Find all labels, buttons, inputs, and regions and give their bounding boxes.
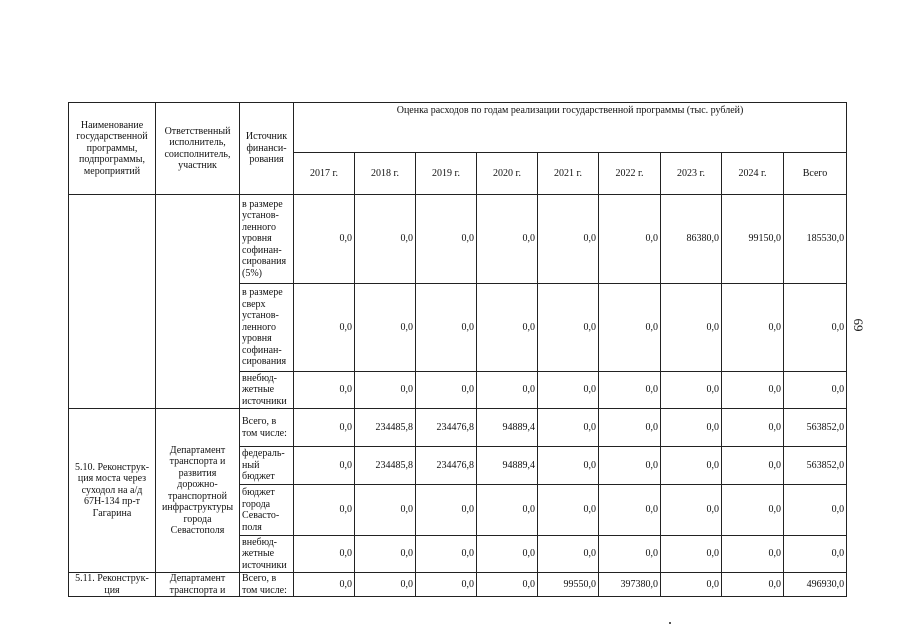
table-row xyxy=(69,409,847,447)
value-cell: 0,0 xyxy=(722,573,784,597)
header-year: 2021 г. xyxy=(538,153,599,195)
value-cell: 99550,0 xyxy=(538,573,599,597)
value-cell: 0,0 xyxy=(599,284,661,372)
value-cell: 0,0 xyxy=(416,195,477,284)
value-cell: 0,0 xyxy=(355,485,416,536)
value-cell: 0,0 xyxy=(355,195,416,284)
value-cell: 0,0 xyxy=(661,284,722,372)
header-group-title: Оценка расходов по годам реализации государственной программы (тыс. рублей) xyxy=(294,103,847,153)
value-cell: 0,0 xyxy=(722,536,784,573)
value-cell: 0,0 xyxy=(599,536,661,573)
value-cell: 0,0 xyxy=(294,536,355,573)
source-cell: Всего, в том числе: xyxy=(240,573,294,597)
value-cell: 0,0 xyxy=(722,409,784,447)
value-cell: 0,0 xyxy=(538,372,599,409)
value-cell: 0,0 xyxy=(784,485,847,536)
value-cell: 0,0 xyxy=(477,284,538,372)
value-cell: 99150,0 xyxy=(722,195,784,284)
value-cell: 0,0 xyxy=(538,485,599,536)
executor-5-10: Департамент транспорта и развития дорожно-транспортной инфраструктуры города Севастополя xyxy=(156,409,240,573)
value-cell: 0,0 xyxy=(722,485,784,536)
value-cell: 0,0 xyxy=(294,372,355,409)
value-cell: 86380,0 xyxy=(661,195,722,284)
value-cell: 0,0 xyxy=(355,536,416,573)
value-cell: 0,0 xyxy=(416,536,477,573)
value-cell: 0,0 xyxy=(294,573,355,597)
value-cell: 397380,0 xyxy=(599,573,661,597)
header-year: 2022 г. xyxy=(599,153,661,195)
value-cell: 0,0 xyxy=(355,573,416,597)
value-cell: 0,0 xyxy=(661,372,722,409)
table-row xyxy=(69,195,847,284)
value-cell: 0,0 xyxy=(599,372,661,409)
header-year: 2020 г. xyxy=(477,153,538,195)
source-cell: Всего, в том числе: xyxy=(240,409,294,447)
scan-dot xyxy=(669,622,671,624)
value-cell: 0,0 xyxy=(661,536,722,573)
value-cell: 0,0 xyxy=(599,409,661,447)
value-cell: 0,0 xyxy=(294,195,355,284)
header-name: Наименование государственной программы, подпрограммы, мероприятий xyxy=(69,103,156,195)
value-cell: 0,0 xyxy=(722,284,784,372)
value-cell: 0,0 xyxy=(661,485,722,536)
value-cell: 234485,8 xyxy=(355,447,416,485)
measure-name-5-10: 5.10. Реконструк-ция моста через суходол на а/д 67Н-134 пр-т Гагарина xyxy=(69,409,156,573)
value-cell: 0,0 xyxy=(416,485,477,536)
header-year: 2024 г. xyxy=(722,153,784,195)
executor-cell-empty xyxy=(156,195,240,409)
measure-name-5-11: 5.11. Реконструк-ция xyxy=(69,573,156,597)
value-cell: 0,0 xyxy=(355,284,416,372)
value-cell: 0,0 xyxy=(784,284,847,372)
value-cell: 496930,0 xyxy=(784,573,847,597)
value-cell: 0,0 xyxy=(294,284,355,372)
value-cell: 0,0 xyxy=(722,447,784,485)
value-cell: 0,0 xyxy=(294,409,355,447)
page-number: 69 xyxy=(851,318,866,332)
value-cell: 234476,8 xyxy=(416,447,477,485)
value-cell: 0,0 xyxy=(416,284,477,372)
value-cell: 0,0 xyxy=(538,284,599,372)
source-cell: внебюд-жетные источники xyxy=(240,372,294,409)
value-cell: 0,0 xyxy=(722,372,784,409)
source-cell: в размере установ-ленного уровня софинан-сирования (5%) xyxy=(240,195,294,284)
value-cell: 0,0 xyxy=(784,536,847,573)
header-year: 2023 г. xyxy=(661,153,722,195)
value-cell: 234476,8 xyxy=(416,409,477,447)
value-cell: 0,0 xyxy=(599,447,661,485)
value-cell: 0,0 xyxy=(538,536,599,573)
table-row xyxy=(69,573,847,597)
value-cell: 0,0 xyxy=(599,195,661,284)
name-cell-empty xyxy=(69,195,156,409)
value-cell: 185530,0 xyxy=(784,195,847,284)
value-cell: 0,0 xyxy=(538,409,599,447)
value-cell: 0,0 xyxy=(355,372,416,409)
value-cell: 0,0 xyxy=(294,447,355,485)
value-cell: 0,0 xyxy=(416,372,477,409)
header-year: 2018 г. xyxy=(355,153,416,195)
value-cell: 0,0 xyxy=(599,485,661,536)
budget-table xyxy=(68,102,847,597)
value-cell: 0,0 xyxy=(416,573,477,597)
source-cell: в размере сверх установ-ленного уровня софинан-сирования xyxy=(240,284,294,372)
header-total: Всего xyxy=(784,153,847,195)
value-cell: 0,0 xyxy=(661,573,722,597)
value-cell: 234485,8 xyxy=(355,409,416,447)
source-cell: бюджет города Севасто-поля xyxy=(240,485,294,536)
header-year: 2017 г. xyxy=(294,153,355,195)
value-cell: 0,0 xyxy=(477,195,538,284)
value-cell: 0,0 xyxy=(477,536,538,573)
value-cell: 0,0 xyxy=(477,573,538,597)
executor-5-11: Департамент транспорта и xyxy=(156,573,240,597)
source-cell: внебюд-жетные источники xyxy=(240,536,294,573)
value-cell: 0,0 xyxy=(538,447,599,485)
value-cell: 563852,0 xyxy=(784,447,847,485)
value-cell: 0,0 xyxy=(477,372,538,409)
source-cell: федераль-ный бюджет xyxy=(240,447,294,485)
value-cell: 0,0 xyxy=(661,447,722,485)
value-cell: 0,0 xyxy=(661,409,722,447)
header-source: Источник финанси-рования xyxy=(240,103,294,195)
value-cell: 563852,0 xyxy=(784,409,847,447)
header-year: 2019 г. xyxy=(416,153,477,195)
value-cell: 0,0 xyxy=(294,485,355,536)
value-cell: 94889,4 xyxy=(477,409,538,447)
value-cell: 94889,4 xyxy=(477,447,538,485)
value-cell: 0,0 xyxy=(784,372,847,409)
value-cell: 0,0 xyxy=(477,485,538,536)
value-cell: 0,0 xyxy=(538,195,599,284)
header-executor: Ответственный исполнитель, соисполнитель, участник xyxy=(156,103,240,195)
